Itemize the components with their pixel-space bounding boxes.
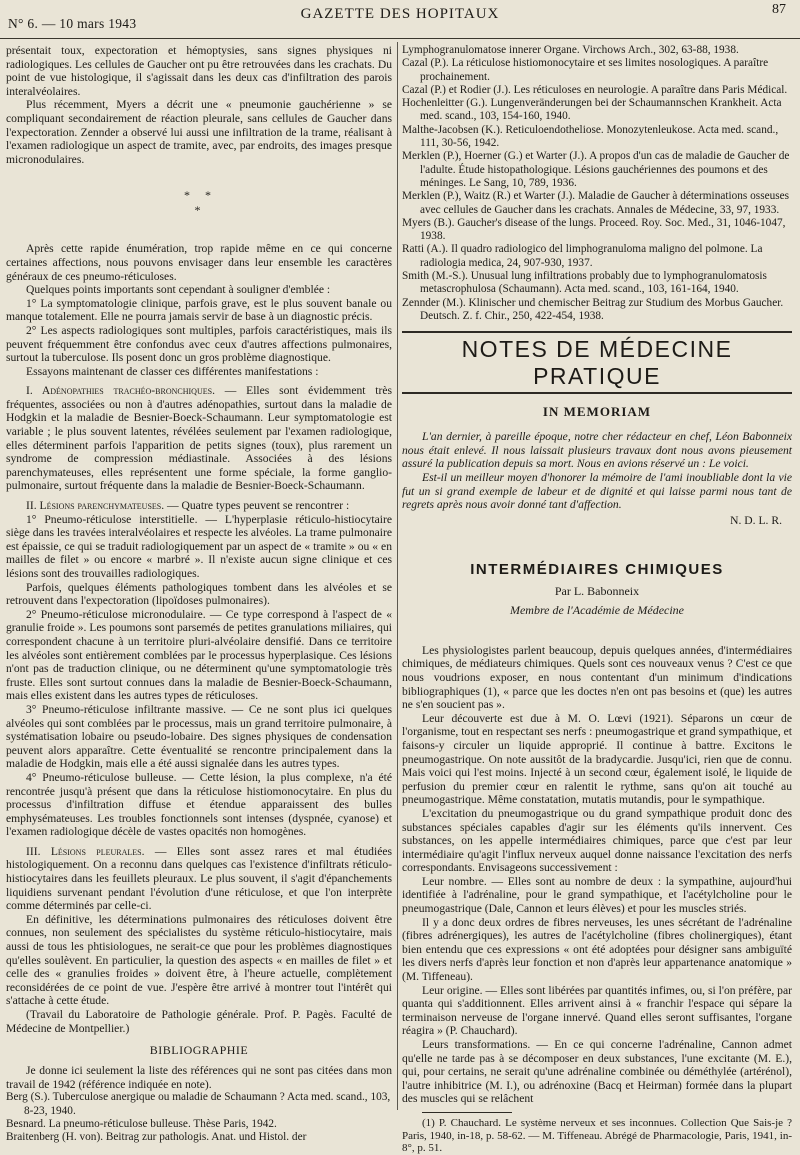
editor-signature: N. D. L. R. — [730, 513, 782, 527]
footnote: (1) P. Chauchard. Le système nerveux et ses inconnues. Collection Que Sais-je ? Paris, 1940, in-18, p. 58-62. — M. Tiffeneau. Abrégé de Pharmacologie, Paris, 1941, in-8°, p. 51. — [402, 1116, 792, 1155]
paragraph: Après cette rapide énumération, trop rapide même en ce qui concerne certaines affections, nous pouvons envisager dans leur ensemble les caractères généraux de ces pneumo-réticuloses. — [6, 242, 392, 283]
list-item: 3° Pneumo-réticulose infiltrante massive. — Ce ne sont plus ici quelques alvéoles qui sont comblées par le processus, mais un grand territoire pulmonaire, à systématisation lobaire ou pseudo-lobaire. Des signes physiques de condensation peuvent alors apparaître. Cette éventualité se rencontre principalement dans la maladie de Hodgkin, mais elle a été aussi signalée dans les autres types. — [6, 702, 392, 771]
conclusion-paragraph: En définitive, les déterminations pulmonaires des réticuloses doivent être connues, non seulement des spécialistes du système réticulo-histiocytaire, mais aussi de tous les phtisiologues, ne serait-ce que pour les problèmes diagnostiques qu'elles soulèvent. En particulier, la question des aspects « en mailles de filet » et celle des « granulies froides » doivent être, à l'heure actuelle, complètement reconsidérées de ce point de vue. J'espère être arrivé à montrer tout l'intérêt qui s'attache à cette étude. — [6, 912, 392, 1008]
article-paragraph: L'excitation du pneumogastrique ou du grand sympathique produit donc des substances spéciales capables d'agir sur les éléments qu'ils innervent. Ces substances, on les appelle intermédiaires chimiques, parce que c'est par leur intermédiaire qu'agit l'influx nerveux auquel donne naissance l'excitation des nerfs correspondants. Envisageons successivement : — [402, 806, 792, 875]
reference-item: Merklen (P.), Waitz (R.) et Warter (J.). Maladie de Gaucher à déterminations osseuses avec cellules de Gaucher dans les crachats. Annales de Médecine, 33, 97, 1933. — [402, 190, 790, 216]
section-lesions-pleurales — [6, 845, 392, 913]
article-paragraph: Il y a donc deux ordres de fibres nerveuses, les unes sécrétant de l'adrénaline (fibres adrénergiques), les autres de l'acétylcholine (fibres cholinergiques), étant bien entendu que ces expressions « ont été adoptées pour désigner sans ambiguïté les divers nerfs d'après leur fonction et non d'après leur appartenance anatomique » (M. Tiffeneau). — [402, 915, 792, 984]
paragraph: 1° La symptomatologie clinique, parfois grave, est le plus souvent banale ou manque totalement. Elle ne pourra jamais servir de base à un diagnostic précis. — [6, 296, 392, 324]
left-column — [6, 44, 392, 1145]
memoriam-text — [402, 430, 792, 512]
reference-item: Lymphogranulomatose innerer Organe. Virchows Arch., 302, 63-88, 1938. — [402, 44, 739, 56]
reference-item: Zennder (M.). Klinischer und chemischer Beitrag zur Studium des Morbus Gaucher. Deutsch. Z. f. Chir., 250, 422-454, 1938. — [402, 296, 784, 322]
section-heading: II. Lésions parenchymateuses. — [26, 499, 165, 513]
memoriam-heading: IN MEMORIAM — [542, 404, 652, 420]
article-paragraph: Les physiologistes parlent beaucoup, depuis quelques années, d'intermédiaires chimiques, de médiateurs chimiques. Quels sont ces nouveaux venus ? C'est ce que nous voudrions exposer, en nous contentant d'un minimum d'indications bibliographiques (1), « parce que les doctes n'en ont pas besoins et (que) les autres ne s'en soucient pas ». — [402, 643, 792, 712]
page-number: 87 — [772, 2, 786, 17]
reference-item: Berg (S.). Tuberculose anergique ou maladie de Schaumann ? Acta med. scand., 103, 8-23, 1940. — [6, 1091, 391, 1117]
article-author: Par L. Babonneix — [554, 583, 640, 598]
reference-item: Braitenberg (H. von). Beitrag zur pathologis. Anat. und Histol. der — [6, 1131, 307, 1144]
paragraph: 2° Les aspects radiologiques sont multiples, parfois caractéristiques, mais ils peuvent fréquemment être confondus avec ceux d'autres affections pulmonaires, surtout la tuberculose. Ils posent donc un gros problème diagnostique. — [6, 323, 392, 365]
list-item: 2° Pneumo-réticulose micronodulaire. — Ce type correspond à l'aspect de « granulie froide ». Les poumons sont parsemés de petites granulations miliaires, qui correspondent chacune à un territoire pluri-alvéolaire densifié. Dans ce territoire les alvéoles sont entièrement comblées par le processus hyperplasique. Ces lésions n'ont pas de traduction clinique, ou ne déterminent qu'une symptomatologie très fruste. Elles sont surtout connues dans la maladie de Besnier-Boeck-Schaumann, mais elles existent dans les autres types de réticuloses. — [6, 607, 392, 703]
column-divider — [397, 42, 398, 1110]
page-header — [0, 0, 800, 39]
laboratory-note: (Travail du Laboratoire de Pathologie générale. Prof. P. Pagès. Faculté de Médecine de Montpellier.) — [6, 1008, 392, 1035]
section-text: — Elles sont évidemment très fréquentes, associées ou non à d'autres adénopathies, surtout dans la maladie de Hodgkin et la maladie de Besnier-Boeck-Schaumann. Leur symptomatologie est variable ; le plus souvent latentes, révélées seulement par l'examen radiologique, elles déterminent parfois l'apparition de petits signes (toux), plus rarement un syndrome de compression médiastinale. Associées à des lésions parenchymateuses, elles représentent une forme spéciale, la forme ganglio-pulmonaire, surtout fréquente dans la maladie de Besnier-Boeck-Schaumann. — [6, 384, 392, 493]
journal-title: GAZETTE DES HOPITAUX — [300, 6, 500, 22]
memoriam-paragraph: Est-il un meilleur moyen d'honorer la mémoire de l'ami inoubliable dont la vie fut un si grand exemple de labeur et de dignité et qui laisse parmi nous tant de regrets après nous avoir donné tant d'affection. — [402, 471, 792, 512]
reference-item: Cazal (P.). La réticulose histiomonocytaire et ses limites nosologiques. A paraître prochainement. — [402, 57, 769, 83]
reference-item: Myers (B.). Gaucher's disease of the lungs. Proceed. Roy. Soc. Med., 31, 1046-1047, 1938. — [402, 216, 786, 243]
reference-item: Besnard. La pneumo-réticulose bulleuse. Thèse Paris, 1942. — [6, 1117, 277, 1130]
footnote-rule — [422, 1112, 512, 1113]
memoriam-paragraph: L'an dernier, à pareille époque, notre cher rédacteur en chef, Léon Babonneix nous était enlevé. Il nous laissait plusieurs travaux dont nous avons pieusement assuré la publication depuis sa mort. Nous en avions réservé un : Le voici. — [402, 430, 792, 471]
issue-date: N° 6. — 10 mars 1943 — [8, 16, 137, 31]
reference-item: Smith (M.-S.). Unusual lung infiltrations probably due to lymphogranulomatosis metascrophulosa (Schaumann). Acta med. scand., 103, 161-164, 1940. — [402, 270, 767, 296]
list-item: 4° Pneumo-réticulose bulleuse. — Cette lésion, la plus complexe, n'a été rencontrée jusqu'à présent que dans la réticulose histiomonocytaire. En plus du processus d'infiltration diffuse et étendue apparaissent des bulles emphysémateuses. Les troubles fonctionnels sont intenses (dyspnée, cyanose) et l'examen radiologique décèle de vastes opacités non homogènes. — [6, 770, 392, 839]
paragraph: Essayons maintenant de classer ces différentes manifestations : — [26, 364, 319, 378]
right-column — [402, 44, 792, 1155]
article-paragraph: Leur nombre. — Elles sont au nombre de deux : la sympathine, aujourd'hui identifiée à l'adrénaline, pour le grand sympathique, et l'acétylcholine pour le pneumogastrique (Dale, Cannon et leurs élèves) et pour les muscles striés. — [402, 874, 792, 916]
section-separator-stars: * * * — [184, 188, 214, 218]
list-item: 1° Pneumo-réticulose interstitielle. — L'hyperplasie réticulo-histiocytaire siège dans les travées interalvéolaires et respecte les alvéoles. La trame pulmonaire est épaissie, ce qui se traduit radiologiquement par un aspect de « tramite » ou « en mailles de filet » ou encore « marbré ». Il n'existe aucun signe clinique et ces lésions sont des trouvailles radiologiques. — [6, 512, 392, 580]
paragraph: Plus récemment, Myers a décrit une « pneumonie gauchérienne » se compliquant secondairement de réaction pleurale, sans cellules de Gaucher dans l'expectoration. Zennder a observé lui aussi une infiltration de la trame, réalisant à l'examen radiologique un aspect de tramite, avec, par endroits, des images presque micronodulaires. — [6, 98, 392, 166]
section-banner-title: NOTES DE MÉDECINE PRATIQUE — [402, 331, 792, 394]
reference-item: Hochenleitter (G.). Lungenveränderungen bei der Schaumannschen Krankheit. Acta med. scand., 103, 154-160, 1940. — [402, 97, 782, 123]
article-paragraph: Leurs transformations. — En ce qui concerne l'adrénaline, Cannon admet qu'elle ne tarde pas à se décomposer en deux substances, l'une excitante (M. E.), qui, pour certains, ne serait qu'une adrénaline combinée ou déméthylée (artérénol), l'autre inhibitrice (M. I.), ou adrénoxine (Bacq et Heirman) formée dans la plupart des muscles qui se relâchent — [402, 1038, 792, 1106]
section-lesions-parenchymateuses — [6, 499, 392, 513]
reference-item: Malthe-Jacobsen (K.). Reticuloendotheliose. Monozytenleukose. Acta med. scand., 111, 30-56, 1942. — [402, 123, 779, 150]
reference-item: Ratti (A.). Il quadro radiologico del limphogranuloma maligno del polmone. La radiologia medica, 24, 907-930, 1937. — [402, 243, 763, 269]
reference-item: Cazal (P.) et Rodier (J.). Les réticuloses en neurologie. A paraître dans Paris Médical. — [402, 83, 788, 96]
article-title: INTERMÉDIAIRES CHIMIQUES — [470, 560, 724, 578]
section-adenopathies — [6, 384, 392, 493]
section-text: — Quatre types peuvent se rencontrer : — [164, 499, 350, 513]
paragraph: Quelques points importants sont cependant à souligner d'emblée : — [26, 283, 331, 297]
paragraph: présentait toux, expectoration et hémoptysies, sans signes physiques ni radiologiques. Les cellules de Gaucher ont pu être retrouvées dans les crachats. Du point de vue histologique, il s'agissait dans les deux cas d'infiltration des parois interalvéolaires. — [6, 44, 392, 98]
bibliography-heading: BIBLIOGRAPHIE — [149, 1043, 249, 1058]
bibliography-intro: Je donne ici seulement la liste des références qui ne sont pas citées dans mon travail de 1942 (référence indiquée en note). — [6, 1064, 392, 1091]
article-paragraph: Leur origine. — Elles sont libérées par quantités infimes, ou, si l'on préfère, par quanta qui s'additionnent. Elles arrivent ainsi à « franchir l'espace qui sépare la terminaison nerveuse de l'organe innervé. Quand elles seront suffisantes, l'organe réagira » (P. Chauchard). — [402, 983, 792, 1038]
article-author-affiliation: Membre de l'Académie de Médecine — [509, 602, 685, 617]
reference-item: Merklen (P.), Hoerner (G.) et Warter (J.). A propos d'un cas de maladie de Gaucher de l'adulte. Étude histopathologique. Lésions gauchériennes des poumons et des méninges. Le Sang, 10, 789, 1936. — [402, 150, 790, 189]
list-item: Parfois, quelques éléments pathologiques tombent dans les alvéoles et se retrouvent dans l'expectoration (lipoïdoses pulmonaires). — [6, 580, 392, 608]
section-text: — Elles sont assez rares et mal étudiées histologiquement. On a reconnu dans quelques cas l'existence d'infiltrats réticulo-histiocytaires dans les feuillets pleuraux. Le plus souvent, il s'agit d'épanchements liquidiens survenant pendant l'évolution d'une réticulose, et que l'on interprète comme déterminés par celle-ci. — [6, 844, 392, 913]
section-heading: III. Lésions pleurales. — [26, 844, 145, 858]
article-paragraph: Leur découverte est due à M. O. Lœvi (1921). Séparons un cœur de l'organisme, tout en respectant ses nerfs : pneumogastrique et grand sympathique, et faisons-y circuler un liquide approprié. Il continue à battre. Excitons le pneumogastrique. On note aussitôt de la bradycardie. Jusqu'ici, rien que de connu. Mais voici qui l'est moins. Injecté à un second cœur, également isolé, le liquide de perfusion du premier cœur en ralentit le rythme, sans qu'on ait touché au pneumogastrique. Même constatation, mutatis mutandis, pour le sympathique. — [402, 711, 792, 807]
section-heading: I. Adénopathies trachéo-bronchiques. — [26, 384, 215, 398]
